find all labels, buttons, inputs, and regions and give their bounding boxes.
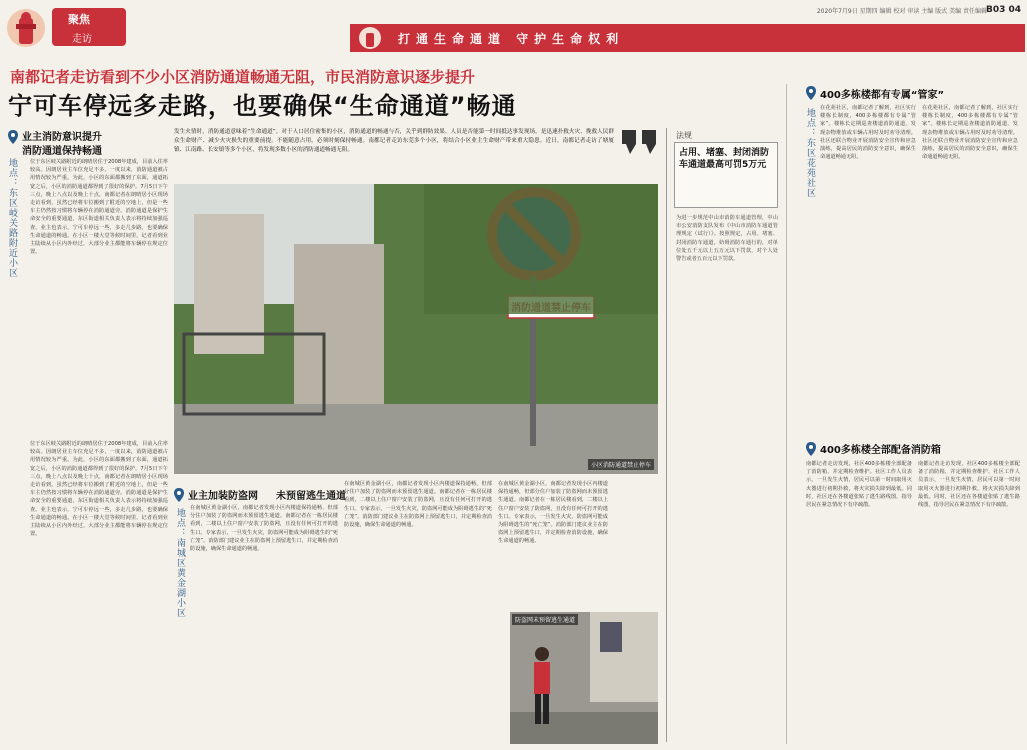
banner-text: 打通生命通道 守护生命权利 bbox=[398, 32, 625, 46]
sidebar-title: 占用、堵塞、封闭消防车通道最高可罚5万元 bbox=[679, 148, 770, 170]
location-pin-icon bbox=[806, 86, 816, 100]
section-3-location: 地点：东区花苑社区 bbox=[805, 108, 815, 198]
section-1-subtitle: 消防通道保持畅通 bbox=[22, 146, 102, 157]
section-2-location: 地点：南城区黄金湖小区 bbox=[175, 508, 185, 618]
section-3-body-cont: 在花苑社区，南都记者了解到，社区实行楼栋长制度，400多栋楼都有专属“管家”。楼栋长定期巡查楼道消防通道，发现杂物堆放或车辆占用时及时劝导清理。社区还联合物业开展消防安全宣传和应急演练，提高居民的消防安全意识，确保生命通道畅通无阻。 bbox=[922, 105, 1018, 161]
section-2-title: 业主加装防盗网 bbox=[188, 491, 258, 502]
location-pin-icon bbox=[174, 488, 184, 502]
lead-paragraph: 发生火情时，消防通道意味着“生命通道”。对于人口居住密集的小区，消防通道的畅通与否，关乎到群防效果。人员是否能第一时间抵达事发现场，是迅速扑救火灾、挽救人民群众生命财产、减少火灾损失的重要前提。不能随意占用，必须时刻保持畅通。南都记者走访东莞多个小区，将结合小区业主生命财产带来重大隐患。近日，南都记者走访了塘厦镇、江南路、长安镇等多个小区，将发现多数小区的消防通道畅通无阻。 bbox=[174, 129, 614, 153]
page-number: B03 04 bbox=[985, 5, 1021, 15]
section-1-body: 位于东区岐关路附近的朗晴居住于2008年建成，目前入住率较高。因朗居业主车位充足不多，一度以来，消防通道被占用情况较为严重。为此，小区的东面都搬到了东面，通道拓宽之后，小区的消防通道都得到了很好的保护。7月5日下午三点，晚上八点以及晚上十点，南都记者在朗晴居小区现场走访看到，虽然已经将车位搬到了附近的空地上，但是一些车主仍然按习惯将车辆停在消防通道旁。消防通道是保护生命安全的重要通道，东区街道相关负责人表示将持续加强巡查。业主也表示，宁可车停远一些，多走几步路，也要确保生命通道的畅通。在小区一楼大堂等候时间里，记者看到业主陆续从小区内外经过，大部分业主都能将车辆停在规定位置。 bbox=[30, 159, 168, 256]
person-scene bbox=[510, 612, 658, 744]
main-photo-caption: 小区消防通道禁止停车 bbox=[588, 459, 654, 470]
section-tag: 聚焦 bbox=[68, 13, 90, 26]
location-pin-icon bbox=[8, 130, 18, 144]
sidebar-tag: 法规 bbox=[676, 131, 692, 140]
quote-mark-icon bbox=[620, 128, 660, 154]
date-line: 2020年7月9日 星期四 编辑 校对 审读 主编 版式 美编 责任编辑 bbox=[816, 8, 987, 15]
section-4-body-cont: 南都记者走访发现，社区400多栋楼全部配备了消防箱，并定期检查维护。社区工作人员表示，一旦发生火情，居民可以第一时间取用灭火器进行初期扑救，将火灾损失降到最低。同时，社区还在各楼道张贴了逃生路线图，指导居民在紧急情况下有序疏散。 bbox=[918, 461, 1020, 509]
main-headline: 宁可车停远多走路，也要确保“生命通道”畅通 bbox=[8, 92, 517, 120]
second-photo bbox=[510, 612, 658, 744]
section-1-title: 业主消防意识提升 bbox=[22, 132, 102, 143]
section-2-subtitle: 未预留逃生通道 bbox=[276, 491, 346, 502]
section-sub: 走访 bbox=[72, 34, 92, 45]
sidebar-title-box bbox=[674, 142, 778, 208]
sidebar-body: 为进一步规范中山市消防车通道管理，中山市公安消防支队发布《中山市消防车通道管理规定（试行）》。按照规定，占用、堵塞、封闭消防车通道，妨碍消防车通行的，对单位处五千元以上五万元以下罚款，对个人处警告或者五百元以下罚款。 bbox=[676, 215, 778, 263]
divider bbox=[666, 128, 667, 742]
section-badge bbox=[52, 8, 126, 46]
section-1-body-cont: 位于东区岐关路附近的朗晴居住于2008年建成，目前入住率较高。因朗居业主车位充足不多，一度以来，消防通道被占用情况较为严重。为此，小区的东面都搬到了东面，通道拓宽之后，小区的消防通道都得到了很好的保护。7月5日下午三点，晚上八点以及晚上十点，南都记者在朗晴居小区现场走访看到，虽然已经将车位搬到了附近的空地上，但是一些车主仍然按习惯将车辆停在消防通道旁。消防通道是保护生命安全的重要通道，东区街道相关负责人表示将持续加强巡查。业主也表示，宁可车停远一些，多走几步路，也要确保生命通道的畅通。在小区一楼大堂等候时间里，记者看到业主陆续从小区内外经过，大部分业主都能将车辆停在规定位置。 bbox=[30, 441, 168, 538]
banner bbox=[350, 24, 1025, 52]
fire-extinguisher-icon bbox=[356, 26, 384, 50]
fire-hydrant-icon bbox=[6, 6, 46, 52]
section-2-body: 在南城区黄金湖小区，南都记者发现小区内楼道保持通畅，但部分住户加装了防盗网而未预留逃生通道。南都记者在一栋居民楼看到，二楼以上住户窗户安装了防盗网，且没有任何可打开的逃生口。专家表示，一旦发生火灾，防盗网可能成为阻碍逃生的“死亡笼”。消防部门建议业主在防盗网上预留逃生口，并定期检查消防设施，确保生命通道的畅通。 bbox=[190, 505, 338, 553]
no-parking-scene bbox=[174, 184, 658, 474]
section-1-location: 地点：东区岐关路附近小区 bbox=[7, 158, 17, 278]
section-2-body-cont2: 在南城区黄金湖小区，南都记者发现小区内楼道保持通畅，但部分住户加装了防盗网而未预留逃生通道。南都记者在一栋居民楼看到，二楼以上住户窗户安装了防盗网，且没有任何可打开的逃生口。专家表示，一旦发生火灾，防盗网可能成为阻碍逃生的“死亡笼”。消防部门建议业主在防盗网上预留逃生口，并定期检查消防设施，确保生命通道的畅通。 bbox=[498, 481, 608, 545]
section-4-title: 400多栋楼全部配备消防箱 bbox=[820, 445, 941, 456]
section-3-title: 400多栋楼都有专属“管家” bbox=[820, 90, 945, 101]
divider bbox=[786, 84, 787, 744]
section-2-body-cont: 在南城区黄金湖小区，南都记者发现小区内楼道保持通畅，但部分住户加装了防盗网而未预留逃生通道。南都记者在一栋居民楼看到，二楼以上住户窗户安装了防盗网，且没有任何可打开的逃生口。专家表示，一旦发生火灾，防盗网可能成为阻碍逃生的“死亡笼”。消防部门建议业主在防盗网上预留逃生口，并定期检查消防设施，确保生命通道的畅通。 bbox=[344, 481, 492, 529]
section-4-body: 南都记者走访发现，社区400多栋楼全部配备了消防箱，并定期检查维护。社区工作人员表示，一旦发生火情，居民可以第一时间取用灭火器进行初期扑救，将火灾损失降到最低。同时，社区还在各楼道张贴了逃生路线图，指导居民在紧急情况下有序疏散。 bbox=[806, 461, 912, 509]
second-photo-caption: 防盗网未预留逃生通道 bbox=[512, 614, 578, 625]
kicker: 南都记者走访看到不少小区消防通道畅通无阻，市民消防意识逐步提升 bbox=[10, 68, 476, 86]
main-photo bbox=[174, 184, 658, 474]
location-pin-icon bbox=[806, 442, 816, 456]
section-3-body: 在花苑社区，南都记者了解到，社区实行楼栋长制度，400多栋楼都有专属“管家”。楼栋长定期巡查楼道消防通道，发现杂物堆放或车辆占用时及时劝导清理。社区还联合物业开展消防安全宣传和应急演练，提高居民的消防安全意识，确保生命通道畅通无阻。 bbox=[820, 105, 916, 161]
